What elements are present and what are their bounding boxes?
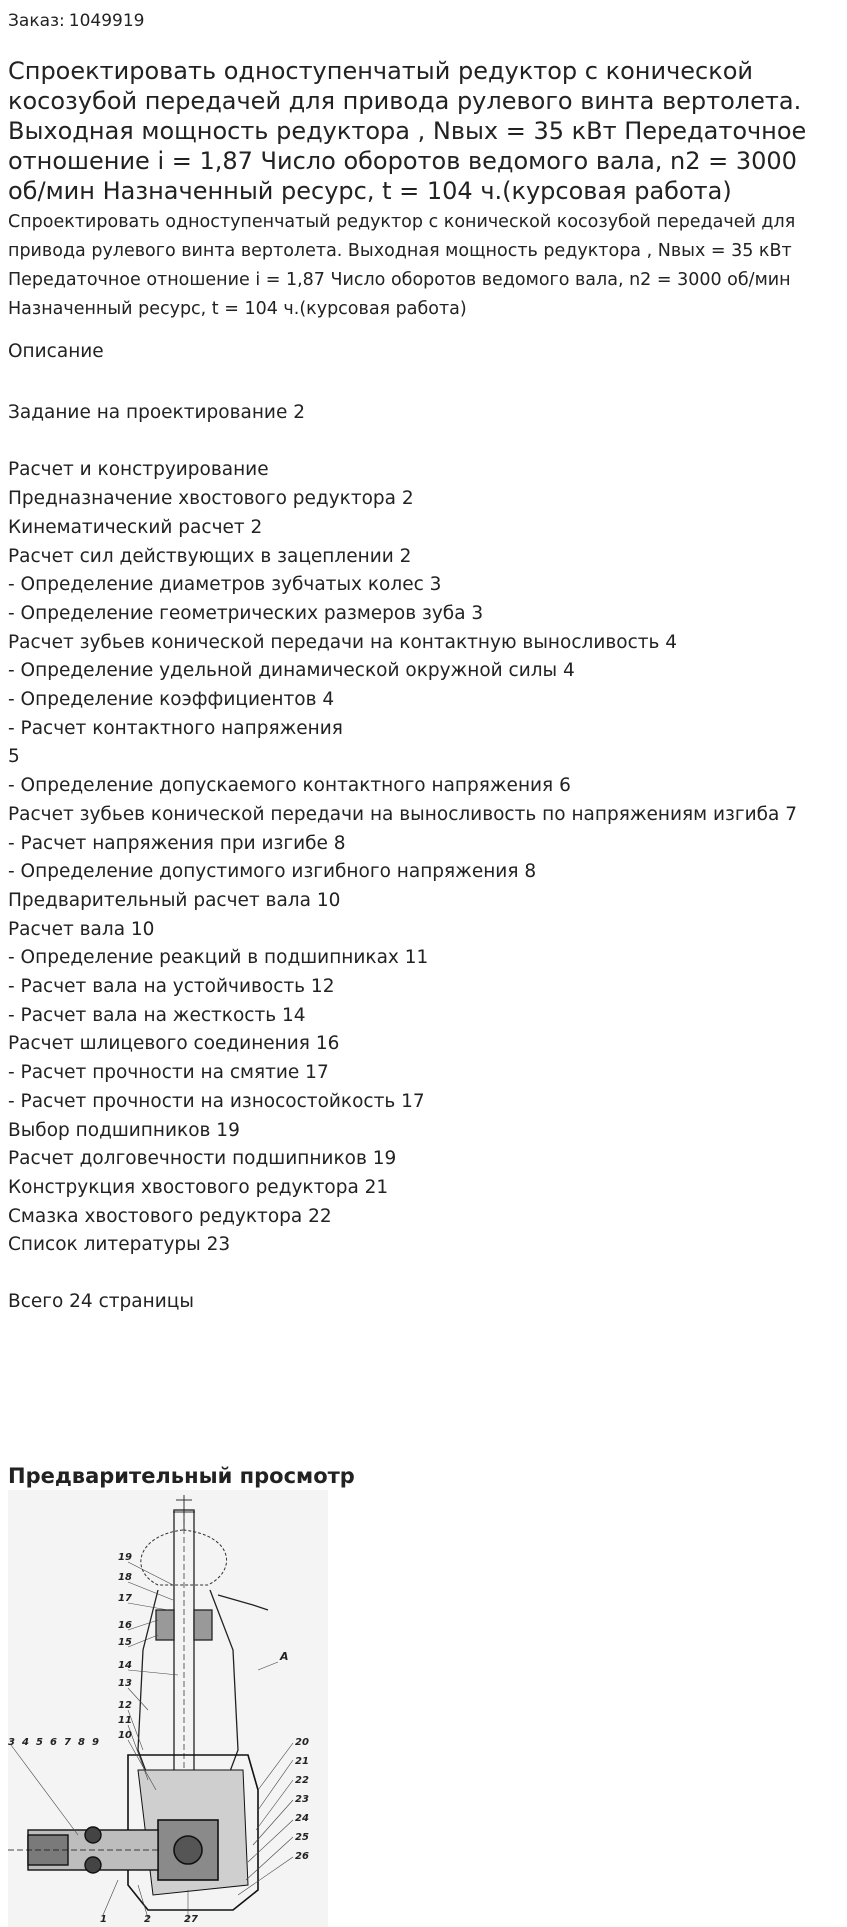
callout-number: 4 (22, 1737, 29, 1748)
toc-item: Расчет и конструирование (8, 459, 269, 481)
callout-number: 12 (118, 1700, 132, 1711)
toc-item: - Определение диаметров зубчатых колес 3 (8, 574, 442, 596)
callout-number: 5 (36, 1737, 43, 1748)
order-label: Заказ: (8, 11, 65, 31)
row-label-group (8, 1737, 99, 1748)
callout-number: 22 (295, 1775, 309, 1786)
order-number: 1049919 (68, 11, 145, 31)
toc-item: - Расчет прочности на износостойкость 17 (8, 1090, 425, 1112)
toc-item: Конструкция хвостового редуктора 21 (8, 1176, 389, 1198)
callout-number: 27 (184, 1914, 198, 1925)
toc-item: Расчет сил действующих в зацеплении 2 (8, 545, 412, 567)
toc-item: - Определение геометрических размеров зуба 3 (8, 602, 484, 624)
callout-number: 19 (118, 1552, 132, 1563)
input-shaft (8, 1827, 158, 1873)
callout-number: 24 (295, 1813, 309, 1824)
callout-number: 2 (144, 1914, 151, 1925)
toc-item: Расчет долговечности подшипников 19 (8, 1148, 397, 1170)
callout-number: 21 (295, 1756, 309, 1767)
callout-number: 20 (295, 1737, 309, 1748)
left-label-group (118, 1552, 132, 1741)
toc-item: Расчет шлицевого соединения 16 (8, 1033, 340, 1055)
description-heading: Описание (8, 341, 104, 362)
toc-item: - Определение реакций в подшипниках 11 (8, 947, 429, 969)
callout-number: 16 (118, 1620, 132, 1631)
preview-heading: Предварительный просмотр (8, 1463, 355, 1488)
bottom-label-group (100, 1914, 198, 1925)
callout-number: 25 (295, 1832, 309, 1843)
callout-number: 10 (118, 1730, 132, 1741)
toc-item: - Расчет вала на устойчивость 12 (8, 976, 335, 998)
callout-number: 15 (118, 1637, 132, 1648)
toc-item: - Определение допустимого изгибного напряжения 8 (8, 861, 537, 883)
lead-paragraph: Спроектировать одноступенчатый редуктор с конической косозубой передачей для привода рулевого винта вертолета. Выходная мощность редуктора , Nвых = 35 кВт Передаточное отношение i = 1,87 Число оборотов ведомого вала, n2 = 3000 об/мин Назначенный ресурс, t = 104 ч.(курсовая работа) (8, 212, 796, 319)
page-title: Спроектировать одноступенчатый редуктор с конической косозубой передачей для привода рулевого винта вертолета. Выходная мощность редуктора , Nвых = 35 кВт Передаточное отношение i = 1,87 Число оборотов ведомого вала, n2 = 3000 об/мин Назначенный ресурс, t = 104 ч.(курсовая работа) (8, 57, 807, 205)
toc-item: - Определение удельной динамической окружной силы 4 (8, 660, 575, 682)
page-count: Всего 24 страницы (8, 1291, 194, 1313)
callout-number: 18 (118, 1572, 132, 1583)
toc-item: Задание на проектирование 2 (8, 402, 305, 423)
callout-number: 8 (78, 1737, 85, 1748)
callout-number: 7 (64, 1737, 71, 1748)
toc-item: Предназначение хвостового редуктора 2 (8, 488, 414, 510)
page (0, 10, 847, 1490)
callout-number: 14 (118, 1660, 132, 1671)
right-label-group (295, 1737, 309, 1862)
toc-item: - Определение допускаемого контактного напряжения 6 (8, 775, 571, 797)
toc-item: Список литературы 23 (8, 1234, 231, 1256)
gearbox-drawing (8, 1490, 328, 1927)
toc-item: - Расчет напряжения при изгибе 8 (8, 832, 346, 854)
toc-item: Выбор подшипников 19 (8, 1119, 240, 1141)
toc-item: - Определение коэффициентов 4 (8, 689, 335, 711)
callout-number: 1 (100, 1914, 107, 1925)
toc-item: Кинематический расчет 2 (8, 516, 263, 538)
callout-number: 23 (295, 1794, 309, 1805)
callout-number: 17 (118, 1593, 132, 1604)
table-of-contents (8, 399, 839, 1260)
toc-item: Расчет вала 10 (8, 918, 155, 940)
toc-item: 5 (8, 746, 20, 768)
callout-number: 26 (295, 1851, 309, 1862)
toc-item: Смазка хвостового редуктора 22 (8, 1205, 332, 1227)
toc-item: - Расчет контактного напряжения (8, 717, 343, 739)
callout-label: A (280, 1650, 289, 1663)
callout-number: 3 (8, 1737, 15, 1748)
callout-number: 6 (50, 1737, 57, 1748)
callout-number: 11 (118, 1715, 132, 1726)
toc-item: - Расчет прочности на смятие 17 (8, 1062, 329, 1084)
toc-item: Расчет зубьев конической передачи на контактную выносливость 4 (8, 631, 678, 653)
toc-item: Расчет зубьев конической передачи на выносливость по напряжениям изгиба 7 (8, 803, 797, 825)
preview-drawing[interactable] (8, 1490, 328, 1927)
order-line (8, 10, 839, 32)
toc-item: - Расчет вала на жесткость 14 (8, 1004, 306, 1026)
toc-item: Предварительный расчет вала 10 (8, 889, 341, 911)
callout-number: 9 (92, 1737, 99, 1748)
callout-number: 13 (118, 1678, 132, 1689)
